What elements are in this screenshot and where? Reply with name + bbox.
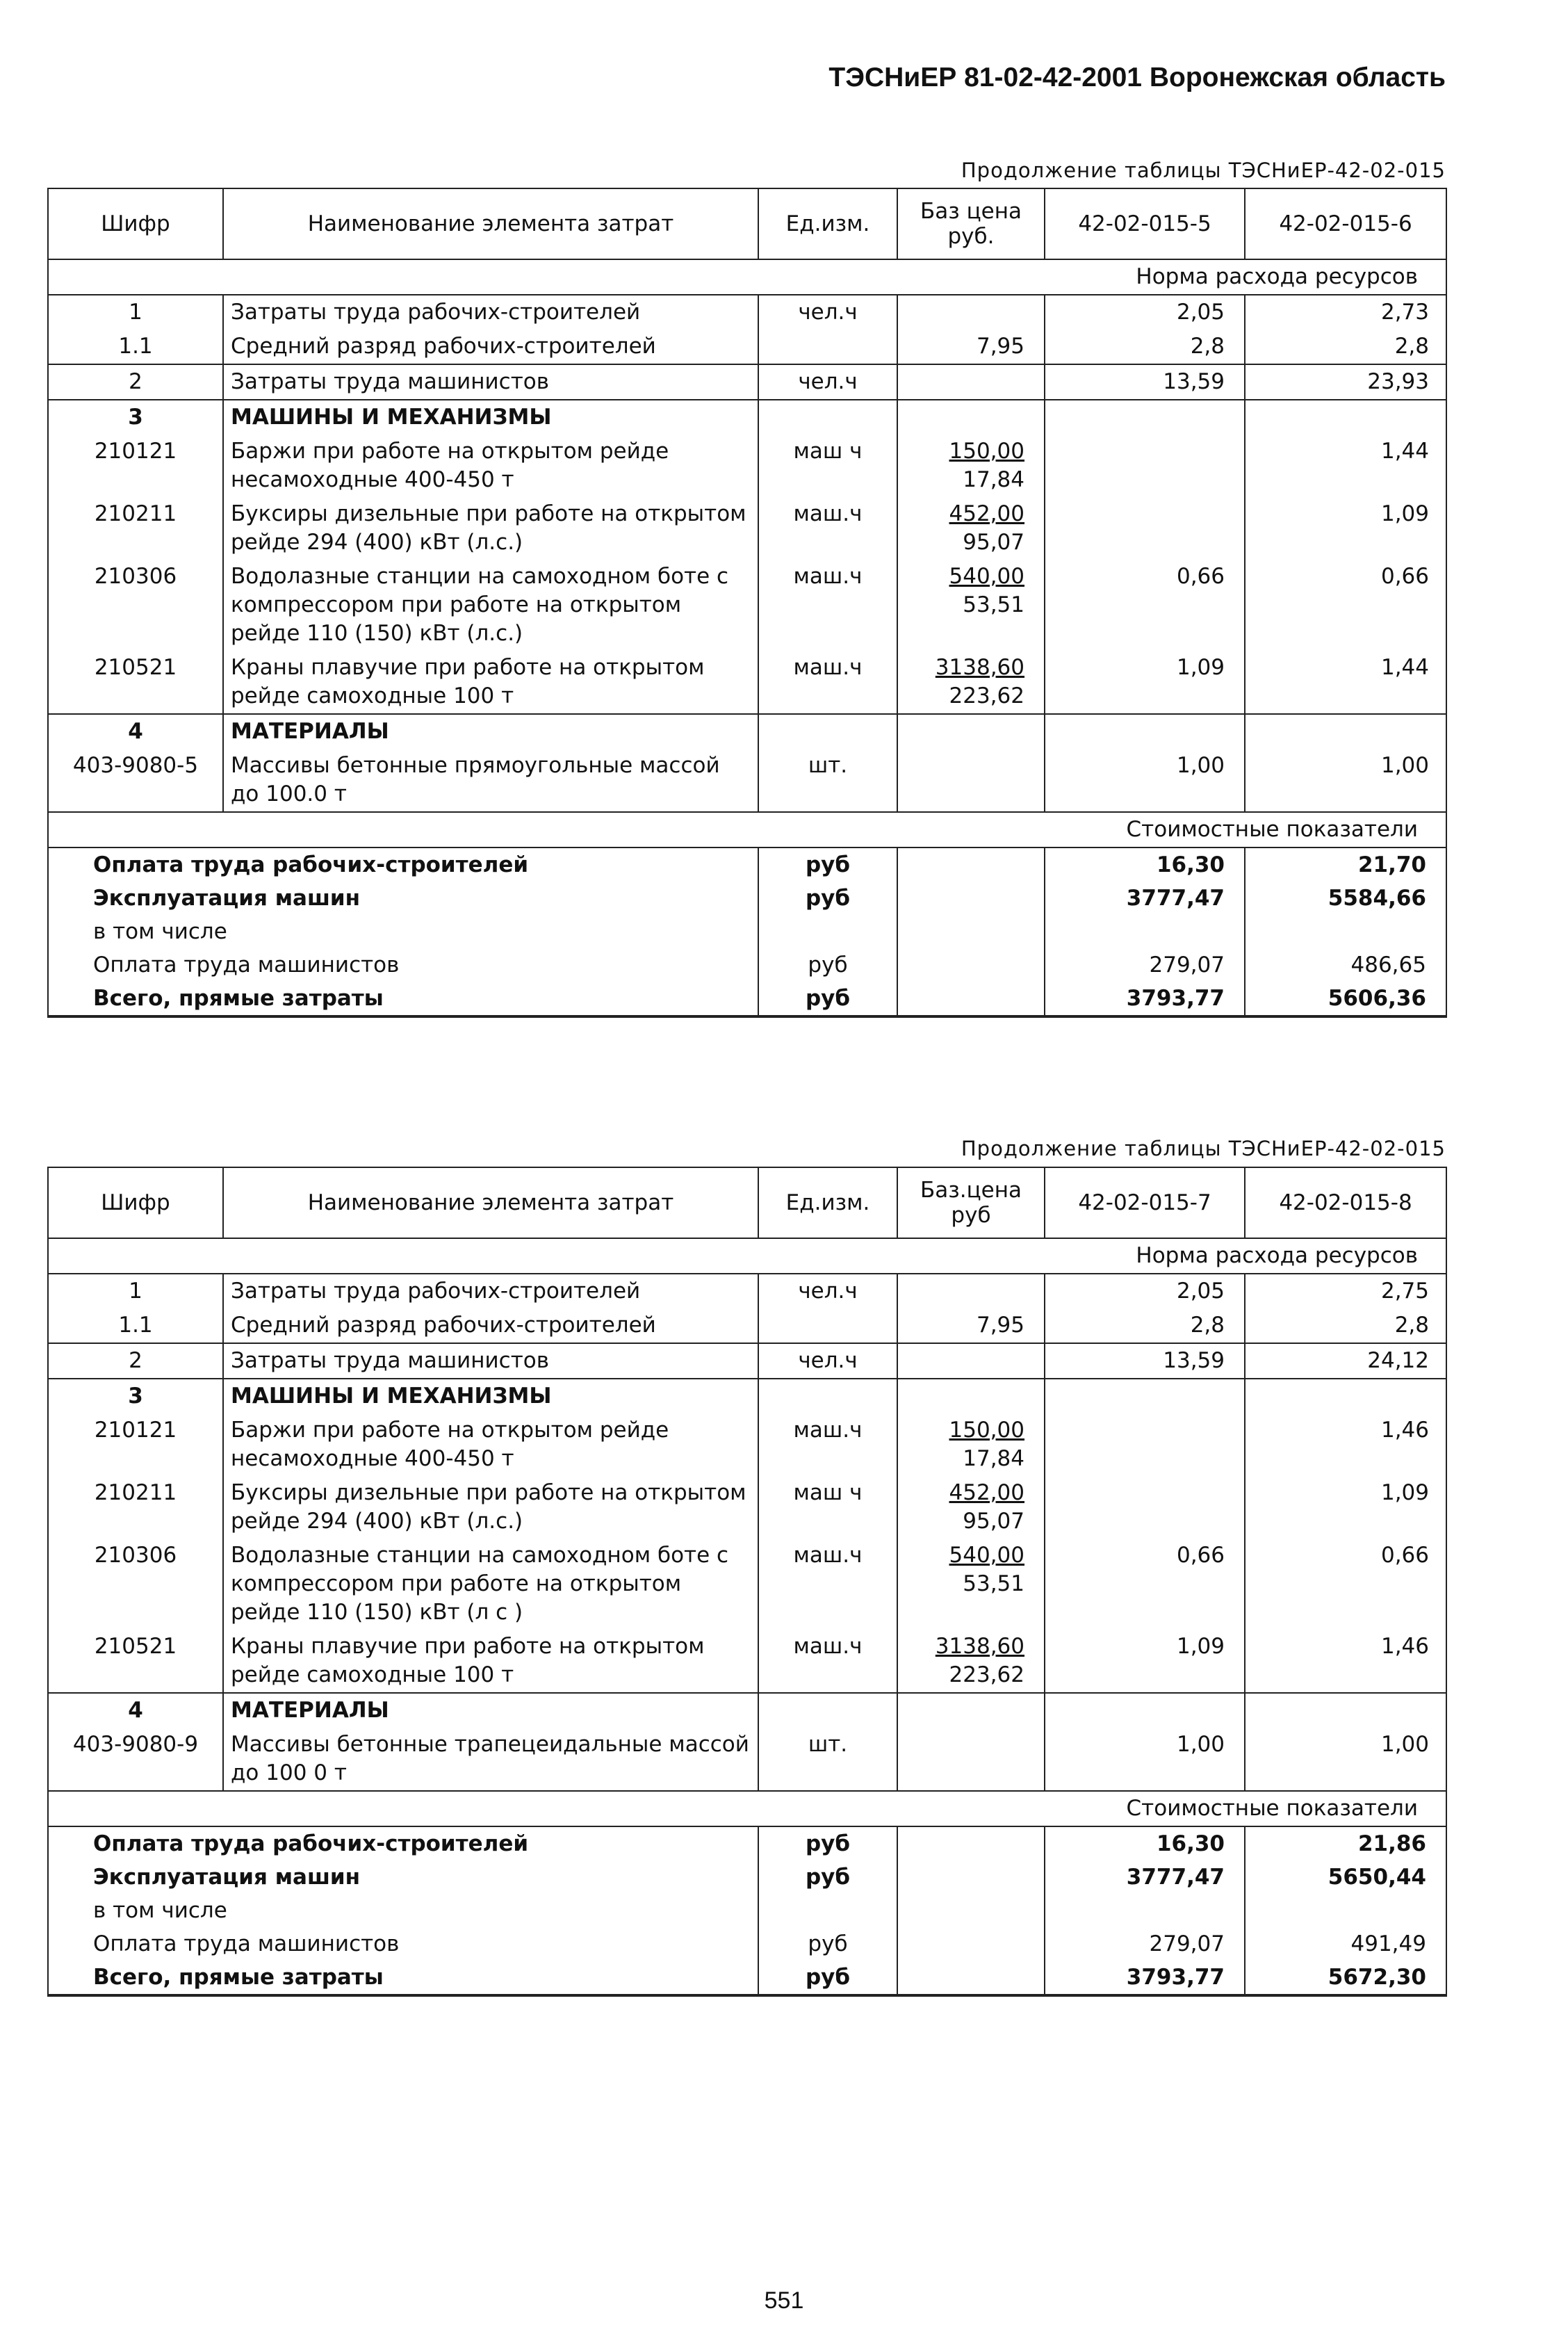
resource-name: Буксиры дизельные при работе на открытом рейде 294 (400) кВт (л.с.)	[223, 1476, 758, 1539]
base-price-wage: 17,84	[963, 467, 1024, 492]
summary-unit: руб	[758, 1927, 897, 1961]
summary-value-a: 279,07	[1045, 948, 1245, 982]
resource-unit: чел.ч	[758, 364, 897, 400]
summary-row	[48, 915, 1446, 948]
summary-value-a: 3793,77	[1045, 1961, 1245, 1995]
norm-column-a-header: 42-02-015-5	[1045, 188, 1245, 259]
cost-label-row	[48, 1791, 1446, 1826]
table-row	[48, 1476, 1446, 1539]
unit-column-header: Ед.изм.	[758, 1167, 897, 1238]
resource-unit	[758, 400, 897, 435]
resource-unit	[758, 1379, 897, 1413]
norm-value-a: 1,00	[1045, 749, 1245, 812]
resource-code: 1	[48, 295, 223, 330]
resource-unit: маш.ч	[758, 1630, 897, 1693]
resource-norm-table-2	[47, 1167, 1447, 1997]
resource-code: 1	[48, 1274, 223, 1308]
summary-base-empty	[897, 1826, 1045, 1860]
base-price-cell	[897, 400, 1045, 435]
norm-value-b: 1,09	[1245, 1476, 1446, 1539]
resource-name: Буксиры дизельные при работе на открытом рейде 294 (400) кВт (л.с.)	[223, 497, 758, 560]
table2-continuation-caption: Продолжение таблицы ТЭСНиЕР-42-02-015	[961, 1137, 1446, 1160]
summary-unit: руб	[758, 847, 897, 882]
resource-name: Затраты труда рабочих-строителей	[223, 1274, 758, 1308]
table-row	[48, 1539, 1446, 1630]
norm-value-a: 13,59	[1045, 1343, 1245, 1379]
norm-value-a: 2,8	[1045, 1308, 1245, 1343]
resource-name: Краны плавучие при работе на открытом рейде самоходные 100 т	[223, 651, 758, 714]
base-price-cell	[897, 364, 1045, 400]
base-price-cell	[897, 1308, 1045, 1343]
base-price-total: 3138,60	[935, 1634, 1024, 1659]
resource-unit: маш ч	[758, 435, 897, 497]
resource-name: МАШИНЫ И МЕХАНИЗМЫ	[223, 400, 758, 435]
table-row	[48, 1728, 1446, 1791]
resource-code: 4	[48, 714, 223, 749]
norm-value-a: 0,66	[1045, 560, 1245, 651]
resource-code: 1.1	[48, 330, 223, 364]
summary-base-empty	[897, 1927, 1045, 1961]
code-column-header: Шифр	[48, 188, 223, 259]
norm-value-b: 1,46	[1245, 1413, 1446, 1476]
norm-value-a	[1045, 1693, 1245, 1728]
resource-code: 210521	[48, 651, 223, 714]
summary-row	[48, 982, 1446, 1016]
resource-unit	[758, 1308, 897, 1343]
table-row	[48, 1308, 1446, 1343]
base-price-cell	[897, 497, 1045, 560]
norm-value-b: 2,8	[1245, 330, 1446, 364]
norm-label: Норма расхода ресурсов	[48, 259, 1446, 295]
norm-value-b: 2,73	[1245, 295, 1446, 330]
resource-name: Баржи при работе на открытом рейде несамоходные 400-450 т	[223, 435, 758, 497]
summary-unit: руб	[758, 882, 897, 915]
base-price-cell	[897, 651, 1045, 714]
resource-name: Затраты труда машинистов	[223, 364, 758, 400]
resource-code: 210121	[48, 1413, 223, 1476]
base-price-cell	[897, 1379, 1045, 1413]
norm-column-b-header: 42-02-015-8	[1245, 1167, 1446, 1238]
table-row	[48, 1630, 1446, 1693]
summary-row	[48, 1961, 1446, 1995]
resource-unit: маш.ч	[758, 560, 897, 651]
norm-value-a	[1045, 714, 1245, 749]
resource-unit: маш ч	[758, 1476, 897, 1539]
summary-row	[48, 1927, 1446, 1961]
base-price-wage: 95,07	[963, 1509, 1024, 1534]
base-price-column-header: Баз цена руб.	[897, 188, 1045, 259]
resource-code: 210211	[48, 1476, 223, 1539]
summary-base-empty	[897, 882, 1045, 915]
summary-value-a: 16,30	[1045, 847, 1245, 882]
norm-value-b: 1,46	[1245, 1630, 1446, 1693]
table-row	[48, 1343, 1446, 1379]
summary-label: Оплата труда рабочих-строителей	[48, 1826, 758, 1860]
norm-value-a	[1045, 1379, 1245, 1413]
summary-row	[48, 1826, 1446, 1860]
norm-value-b: 23,93	[1245, 364, 1446, 400]
summary-unit: руб	[758, 982, 897, 1016]
base-price-total: 150,00	[949, 439, 1024, 464]
unit-column-header: Ед.изм.	[758, 188, 897, 259]
summary-value-b: 5672,30	[1245, 1961, 1446, 1995]
resource-code: 2	[48, 1343, 223, 1379]
norm-value-b	[1245, 714, 1446, 749]
base-price-total: 452,00	[949, 501, 1024, 526]
cost-label: Стоимостные показатели	[48, 812, 1446, 847]
summary-value-a	[1045, 1894, 1245, 1927]
summary-row	[48, 948, 1446, 982]
base-price-cell	[897, 295, 1045, 330]
resource-name: Массивы бетонные прямоугольные массой до 100.0 т	[223, 749, 758, 812]
summary-value-b: 21,70	[1245, 847, 1446, 882]
summary-value-a: 3777,47	[1045, 1860, 1245, 1894]
norm-label-row	[48, 1238, 1446, 1274]
base-price-wage: 53,51	[963, 592, 1024, 617]
summary-value-b	[1245, 1894, 1446, 1927]
summary-base-empty	[897, 1894, 1045, 1927]
resource-norm-table-1	[47, 188, 1447, 1018]
summary-label: в том числе	[48, 915, 758, 948]
table-row	[48, 497, 1446, 560]
base-price-cell	[897, 1728, 1045, 1791]
summary-unit	[758, 915, 897, 948]
summary-row	[48, 847, 1446, 882]
resource-unit: маш.ч	[758, 1413, 897, 1476]
summary-base-empty	[897, 982, 1045, 1016]
table-row	[48, 1413, 1446, 1476]
summary-label: Оплата труда машинистов	[48, 948, 758, 982]
base-price-wage: 7,95	[976, 334, 1024, 359]
base-price-wage: 17,84	[963, 1446, 1024, 1471]
resource-name: Водолазные станции на самоходном боте с компрессором при работе на открытом рейде 110 (150) кВт (л.с.)	[223, 560, 758, 651]
base-price-cell	[897, 1693, 1045, 1728]
summary-row	[48, 1860, 1446, 1894]
table-row	[48, 560, 1446, 651]
resource-unit	[758, 714, 897, 749]
summary-base-empty	[897, 948, 1045, 982]
summary-value-a	[1045, 915, 1245, 948]
resource-unit: маш.ч	[758, 651, 897, 714]
summary-value-b: 21,86	[1245, 1826, 1446, 1860]
norm-value-a	[1045, 435, 1245, 497]
table-row	[48, 1693, 1446, 1728]
summary-base-empty	[897, 847, 1045, 882]
norm-value-b: 0,66	[1245, 560, 1446, 651]
resource-name: Баржи при работе на открытом рейде несамоходные 400-450 т	[223, 1413, 758, 1476]
norm-value-a	[1045, 400, 1245, 435]
table1-continuation-caption: Продолжение таблицы ТЭСНиЕР-42-02-015	[961, 159, 1446, 182]
resource-name: МАТЕРИАЛЫ	[223, 1693, 758, 1728]
summary-base-empty	[897, 1961, 1045, 1995]
resource-unit: чел.ч	[758, 1343, 897, 1379]
summary-value-a: 3777,47	[1045, 882, 1245, 915]
norm-value-b: 2,8	[1245, 1308, 1446, 1343]
summary-row	[48, 882, 1446, 915]
norm-value-a: 2,05	[1045, 295, 1245, 330]
resource-name: Средний разряд рабочих-строителей	[223, 1308, 758, 1343]
base-price-cell	[897, 1539, 1045, 1630]
norm-value-b: 1,00	[1245, 749, 1446, 812]
summary-label: Всего, прямые затраты	[48, 1961, 758, 1995]
table-row	[48, 651, 1446, 714]
norm-value-a	[1045, 497, 1245, 560]
summary-base-empty	[897, 915, 1045, 948]
summary-unit: руб	[758, 948, 897, 982]
summary-unit	[758, 1894, 897, 1927]
resource-code: 210211	[48, 497, 223, 560]
base-price-wage: 95,07	[963, 530, 1024, 555]
norm-value-b: 24,12	[1245, 1343, 1446, 1379]
summary-base-empty	[897, 1860, 1045, 1894]
table-row	[48, 1274, 1446, 1308]
resource-code: 210121	[48, 435, 223, 497]
norm-value-a: 2,05	[1045, 1274, 1245, 1308]
code-column-header: Шифр	[48, 1167, 223, 1238]
base-price-cell	[897, 560, 1045, 651]
resource-code: 210306	[48, 1539, 223, 1630]
norm-label: Норма расхода ресурсов	[48, 1238, 1446, 1274]
resource-name: Водолазные станции на самоходном боте с компрессором при работе на открытом рейде 110 (150) кВт (л с )	[223, 1539, 758, 1630]
cost-label: Стоимостные показатели	[48, 1791, 1446, 1826]
norm-value-a	[1045, 1476, 1245, 1539]
base-price-cell	[897, 1413, 1045, 1476]
summary-value-a: 279,07	[1045, 1927, 1245, 1961]
summary-unit: руб	[758, 1826, 897, 1860]
norm-value-a: 1,00	[1045, 1728, 1245, 1791]
summary-value-b	[1245, 915, 1446, 948]
base-price-cell	[897, 330, 1045, 364]
summary-value-b: 486,65	[1245, 948, 1446, 982]
summary-value-b: 491,49	[1245, 1927, 1446, 1961]
base-price-total: 150,00	[949, 1418, 1024, 1443]
table-row	[48, 1379, 1446, 1413]
resource-name: Средний разряд рабочих-строителей	[223, 330, 758, 364]
header-row	[48, 188, 1446, 259]
resource-code: 1.1	[48, 1308, 223, 1343]
norm-value-b	[1245, 400, 1446, 435]
base-price-wage: 7,95	[976, 1313, 1024, 1338]
base-price-total: 540,00	[949, 564, 1024, 589]
norm-value-a: 2,8	[1045, 330, 1245, 364]
summary-value-b: 5584,66	[1245, 882, 1446, 915]
base-price-wage: 223,62	[949, 683, 1024, 708]
base-price-cell	[897, 1274, 1045, 1308]
base-price-cell	[897, 1476, 1045, 1539]
summary-unit: руб	[758, 1860, 897, 1894]
table-row	[48, 749, 1446, 812]
resource-code: 210521	[48, 1630, 223, 1693]
resource-name: МАТЕРИАЛЫ	[223, 714, 758, 749]
base-price-cell	[897, 749, 1045, 812]
table-row	[48, 330, 1446, 364]
summary-value-b: 5606,36	[1245, 982, 1446, 1016]
summary-label: Всего, прямые затраты	[48, 982, 758, 1016]
table-row	[48, 364, 1446, 400]
norm-value-a: 13,59	[1045, 364, 1245, 400]
resource-code: 403-9080-9	[48, 1728, 223, 1791]
norm-value-a	[1045, 1413, 1245, 1476]
resource-name: Затраты труда машинистов	[223, 1343, 758, 1379]
base-price-total: 3138,60	[935, 655, 1024, 680]
table-row	[48, 295, 1446, 330]
page-header-title: ТЭСНиЕР 81-02-42-2001 Воронежская область	[828, 63, 1446, 92]
base-price-cell	[897, 1630, 1045, 1693]
resource-name: МАШИНЫ И МЕХАНИЗМЫ	[223, 1379, 758, 1413]
norm-value-a: 0,66	[1045, 1539, 1245, 1630]
summary-value-b: 5650,44	[1245, 1860, 1446, 1894]
resource-unit	[758, 330, 897, 364]
page-number: 551	[764, 2287, 804, 2314]
norm-value-b: 1,09	[1245, 497, 1446, 560]
summary-value-a: 3793,77	[1045, 982, 1245, 1016]
resource-name: Массивы бетонные трапецеидальные массой до 100 0 т	[223, 1728, 758, 1791]
norm-value-b: 2,75	[1245, 1274, 1446, 1308]
base-price-cell	[897, 714, 1045, 749]
base-price-cell	[897, 1343, 1045, 1379]
table-row	[48, 435, 1446, 497]
summary-label: Эксплуатация машин	[48, 882, 758, 915]
norm-value-b: 0,66	[1245, 1539, 1446, 1630]
resource-unit: чел.ч	[758, 1274, 897, 1308]
base-price-cell	[897, 435, 1045, 497]
summary-label: Оплата труда машинистов	[48, 1927, 758, 1961]
name-column-header: Наименование элемента затрат	[223, 188, 758, 259]
cost-label-row	[48, 812, 1446, 847]
norm-value-b	[1245, 1693, 1446, 1728]
summary-label: Эксплуатация машин	[48, 1860, 758, 1894]
resource-name: Затраты труда рабочих-строителей	[223, 295, 758, 330]
norm-value-b: 1,44	[1245, 435, 1446, 497]
resource-code: 3	[48, 1379, 223, 1413]
header-row	[48, 1167, 1446, 1238]
resource-unit: чел.ч	[758, 295, 897, 330]
norm-value-b	[1245, 1379, 1446, 1413]
resource-code: 403-9080-5	[48, 749, 223, 812]
resource-name: Краны плавучие при работе на открытом рейде самоходные 100 т	[223, 1630, 758, 1693]
base-price-total: 452,00	[949, 1480, 1024, 1505]
norm-column-a-header: 42-02-015-7	[1045, 1167, 1245, 1238]
base-price-column-header: Баз.цена руб	[897, 1167, 1045, 1238]
base-price-wage: 53,51	[963, 1571, 1024, 1596]
resource-unit: шт.	[758, 749, 897, 812]
norm-column-b-header: 42-02-015-6	[1245, 188, 1446, 259]
resource-unit	[758, 1693, 897, 1728]
table-row	[48, 714, 1446, 749]
table-row	[48, 400, 1446, 435]
resource-code: 210306	[48, 560, 223, 651]
norm-value-b: 1,44	[1245, 651, 1446, 714]
norm-value-b: 1,00	[1245, 1728, 1446, 1791]
norm-value-a: 1,09	[1045, 1630, 1245, 1693]
base-price-total: 540,00	[949, 1543, 1024, 1568]
resource-unit: маш.ч	[758, 1539, 897, 1630]
base-price-wage: 223,62	[949, 1662, 1024, 1687]
norm-label-row	[48, 259, 1446, 295]
summary-label: в том числе	[48, 1894, 758, 1927]
summary-label: Оплата труда рабочих-строителей	[48, 847, 758, 882]
resource-code: 3	[48, 400, 223, 435]
name-column-header: Наименование элемента затрат	[223, 1167, 758, 1238]
summary-unit: руб	[758, 1961, 897, 1995]
resource-code: 2	[48, 364, 223, 400]
resource-code: 4	[48, 1693, 223, 1728]
summary-row	[48, 1894, 1446, 1927]
resource-unit: маш.ч	[758, 497, 897, 560]
resource-unit: шт.	[758, 1728, 897, 1791]
norm-value-a: 1,09	[1045, 651, 1245, 714]
summary-value-a: 16,30	[1045, 1826, 1245, 1860]
